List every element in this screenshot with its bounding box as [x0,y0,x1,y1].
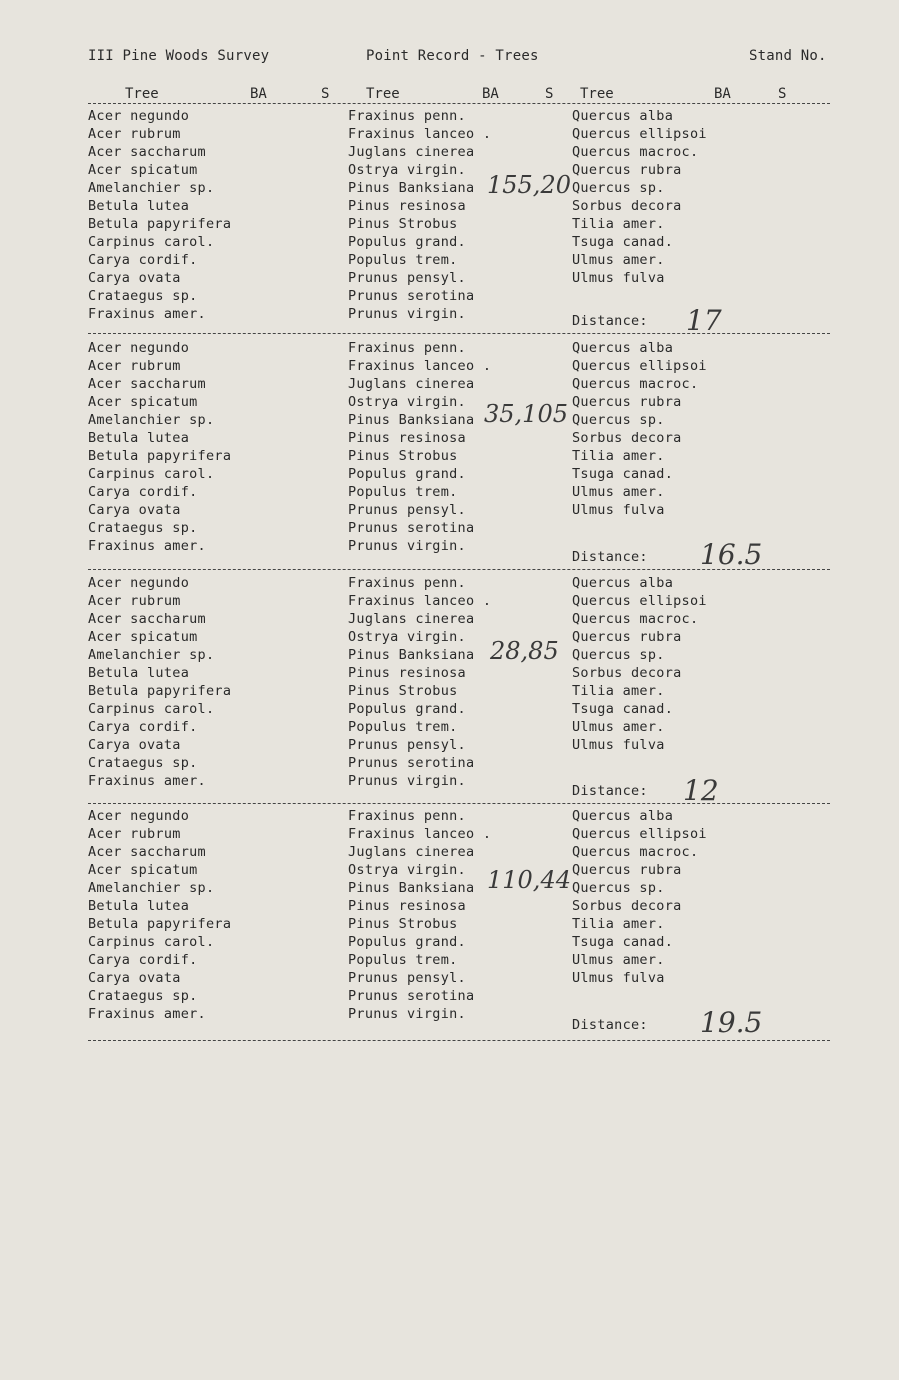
species-col1: Acer negundo [88,340,190,356]
species-col2: Populus trem. [348,952,458,968]
column-header-s: S [545,86,554,102]
species-col1: Carpinus carol. [88,234,215,250]
column-header-ba: BA [482,86,499,102]
species-col3: Ulmus fulva [572,737,665,753]
species-col2: Pinus Banksiana [348,180,475,196]
header-divider [88,103,830,104]
species-col3: Tilia amer. [572,916,665,932]
species-col3: Quercus rubra [572,394,682,410]
species-col2: Fraxinus penn. [348,808,466,824]
species-col3: Quercus rubra [572,629,682,645]
species-col3: Quercus rubra [572,162,682,178]
species-col2: Prunus serotina [348,520,475,536]
species-col2: Ostrya virgin. [348,394,466,410]
species-col3: Quercus macroc. [572,376,699,392]
handwritten-banksiana-values: 35,105 [484,400,568,428]
species-col1: Carya cordif. [88,719,198,735]
species-col1: Acer rubrum [88,358,181,374]
species-col3: Ulmus amer. [572,719,665,735]
record-divider [88,333,830,334]
species-col3: Quercus sp. [572,412,665,428]
species-col2: Pinus resinosa [348,665,466,681]
species-col1: Carya ovata [88,270,181,286]
column-header-ba: BA [714,86,731,102]
distance-label: Distance: [572,783,648,799]
form-title: III Pine Woods Survey [88,48,270,64]
species-col2: Populus grand. [348,701,466,717]
species-col1: Betula papyrifera [88,448,232,464]
species-col3: Quercus sp. [572,180,665,196]
species-col1: Fraxinus amer. [88,773,206,789]
species-col3: Sorbus decora [572,898,682,914]
species-col3: Tsuga canad. [572,701,674,717]
species-col3: Quercus ellipsoi [572,126,707,142]
species-col3: Tilia amer. [572,683,665,699]
species-col2: Fraxinus lanceo . [348,593,492,609]
species-col2: Populus trem. [348,719,458,735]
species-col2: Prunus serotina [348,988,475,1004]
species-col1: Acer negundo [88,575,190,591]
species-col1: Acer rubrum [88,826,181,842]
record-divider [88,803,830,804]
species-col2: Prunus virgin. [348,773,466,789]
species-col2: Fraxinus lanceo . [348,358,492,374]
species-col1: Amelanchier sp. [88,180,215,196]
species-col3: Ulmus amer. [572,484,665,500]
handwritten-banksiana-values: 110,44 [487,866,571,894]
species-col2: Prunus pensyl. [348,502,466,518]
species-col1: Betula lutea [88,198,190,214]
species-col2: Pinus Strobus [348,216,458,232]
column-header-ba: BA [250,86,267,102]
species-col3: Ulmus fulva [572,502,665,518]
species-col2: Prunus virgin. [348,538,466,554]
species-col1: Acer spicatum [88,862,198,878]
species-col2: Populus grand. [348,466,466,482]
species-col3: Quercus ellipsoi [572,826,707,842]
species-col1: Carpinus carol. [88,701,215,717]
species-col2: Fraxinus penn. [348,108,466,124]
species-col2: Pinus Strobus [348,683,458,699]
species-col2: Pinus Banksiana [348,880,475,896]
species-col3: Quercus alba [572,575,674,591]
distance-label: Distance: [572,1017,648,1033]
species-col1: Acer rubrum [88,593,181,609]
species-col3: Quercus rubra [572,862,682,878]
species-col1: Amelanchier sp. [88,647,215,663]
species-col1: Carpinus carol. [88,934,215,950]
species-col1: Acer saccharum [88,844,206,860]
species-col2: Ostrya virgin. [348,162,466,178]
species-col3: Quercus macroc. [572,144,699,160]
species-col1: Acer spicatum [88,162,198,178]
species-col2: Juglans cinerea [348,611,475,627]
species-col2: Ostrya virgin. [348,629,466,645]
species-col2: Populus trem. [348,252,458,268]
column-header-tree: Tree [580,86,614,102]
handwritten-banksiana-values: 155,20 [487,171,571,199]
species-col3: Quercus alba [572,108,674,124]
species-col2: Pinus resinosa [348,198,466,214]
species-col3: Ulmus amer. [572,252,665,268]
species-col3: Quercus alba [572,340,674,356]
species-col2: Prunus serotina [348,288,475,304]
species-col2: Juglans cinerea [348,376,475,392]
species-col1: Acer negundo [88,108,190,124]
species-col2: Juglans cinerea [348,844,475,860]
species-col2: Pinus Banksiana [348,412,475,428]
species-col2: Populus grand. [348,934,466,950]
species-col2: Populus trem. [348,484,458,500]
species-col2: Pinus Strobus [348,916,458,932]
species-col1: Amelanchier sp. [88,880,215,896]
species-col2: Prunus virgin. [348,306,466,322]
record-divider [88,569,830,570]
species-col1: Fraxinus amer. [88,1006,206,1022]
species-col3: Tilia amer. [572,216,665,232]
species-col1: Betula papyrifera [88,683,232,699]
species-col1: Carpinus carol. [88,466,215,482]
species-col3: Quercus ellipsoi [572,593,707,609]
column-header-s: S [778,86,787,102]
species-col1: Acer saccharum [88,376,206,392]
species-col3: Quercus ellipsoi [572,358,707,374]
species-col3: Sorbus decora [572,665,682,681]
species-col3: Ulmus amer. [572,952,665,968]
species-col1: Fraxinus amer. [88,306,206,322]
handwritten-distance: 12 [683,774,719,807]
species-col1: Carya cordif. [88,952,198,968]
species-col3: Quercus sp. [572,647,665,663]
species-col2: Prunus serotina [348,755,475,771]
species-col2: Pinus resinosa [348,898,466,914]
species-col3: Quercus sp. [572,880,665,896]
species-col3: Tsuga canad. [572,466,674,482]
species-col2: Pinus Strobus [348,448,458,464]
species-col2: Prunus pensyl. [348,737,466,753]
species-col3: Quercus macroc. [572,611,699,627]
species-col1: Carya cordif. [88,252,198,268]
distance-label: Distance: [572,313,648,329]
species-col1: Carya ovata [88,737,181,753]
handwritten-distance: 19.5 [700,1006,763,1039]
species-col2: Prunus pensyl. [348,270,466,286]
species-col1: Betula lutea [88,430,190,446]
species-col2: Prunus virgin. [348,1006,466,1022]
species-col3: Tsuga canad. [572,934,674,950]
species-col3: Ulmus fulva [572,270,665,286]
species-col2: Pinus resinosa [348,430,466,446]
species-col2: Fraxinus penn. [348,575,466,591]
species-col1: Acer spicatum [88,629,198,645]
species-col2: Pinus Banksiana [348,647,475,663]
species-col1: Acer negundo [88,808,190,824]
species-col2: Populus grand. [348,234,466,250]
species-col3: Tsuga canad. [572,234,674,250]
species-col2: Fraxinus lanceo . [348,826,492,842]
species-col1: Acer saccharum [88,611,206,627]
column-header-tree: Tree [125,86,159,102]
species-col1: Crataegus sp. [88,755,198,771]
species-col1: Crataegus sp. [88,288,198,304]
species-col1: Crataegus sp. [88,520,198,536]
species-col2: Juglans cinerea [348,144,475,160]
species-col2: Prunus pensyl. [348,970,466,986]
species-col3: Tilia amer. [572,448,665,464]
species-col3: Ulmus fulva [572,970,665,986]
handwritten-distance: 17 [686,304,722,337]
species-col1: Acer spicatum [88,394,198,410]
species-col1: Carya ovata [88,970,181,986]
species-col1: Amelanchier sp. [88,412,215,428]
handwritten-banksiana-values: 28,85 [490,637,559,665]
species-col1: Acer saccharum [88,144,206,160]
species-col3: Quercus alba [572,808,674,824]
species-col2: Ostrya virgin. [348,862,466,878]
species-col2: Fraxinus lanceo . [348,126,492,142]
handwritten-distance: 16.5 [700,538,763,571]
column-header-tree: Tree [366,86,400,102]
species-col3: Sorbus decora [572,198,682,214]
species-col3: Quercus macroc. [572,844,699,860]
species-col1: Betula papyrifera [88,216,232,232]
species-col1: Acer rubrum [88,126,181,142]
species-col1: Betula lutea [88,898,190,914]
species-col1: Fraxinus amer. [88,538,206,554]
record-divider [88,1040,830,1041]
stand-number-label: Stand No. [749,48,827,64]
species-col3: Sorbus decora [572,430,682,446]
species-col1: Carya cordif. [88,484,198,500]
species-col1: Betula lutea [88,665,190,681]
distance-label: Distance: [572,549,648,565]
species-col1: Betula papyrifera [88,916,232,932]
species-col2: Fraxinus penn. [348,340,466,356]
column-header-s: S [321,86,330,102]
species-col1: Crataegus sp. [88,988,198,1004]
form-subtitle: Point Record - Trees [366,48,539,64]
species-col1: Carya ovata [88,502,181,518]
